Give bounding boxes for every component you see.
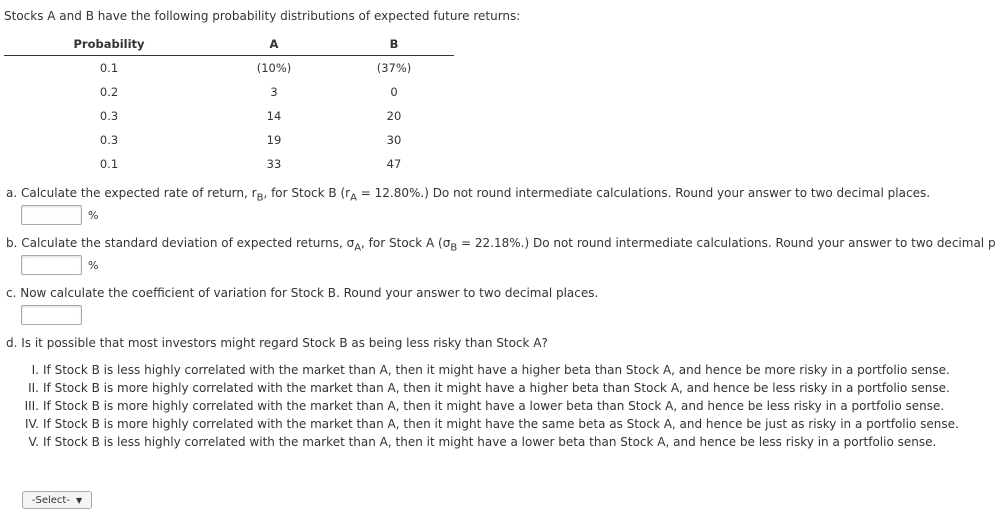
answer-d-select[interactable]: [22, 491, 92, 509]
cell-return-b: 30: [386, 133, 402, 147]
option-number: IV.: [24, 417, 39, 431]
question-b-sub2: B: [450, 242, 458, 254]
question-b-text: [6, 236, 996, 253]
answer-a-input[interactable]: [21, 205, 82, 225]
select-label: -Select-: [31, 494, 70, 506]
cell-return-a: (10%): [256, 61, 292, 75]
question-c-text: c. Now calculate the coefficient of variation for Stock B. Round your answer to two decimal places.: [6, 286, 599, 300]
question-a-post: = 12.80%.) Do not round intermediate calculations. Round your answer to two decimal places.: [356, 186, 931, 200]
option-text: If Stock B is more highly correlated with the market than A, then it might have the same beta as Stock A, and hence be just as risky in a portfolio sense.: [43, 417, 959, 431]
header-probability: Probability: [4, 33, 214, 56]
cell-return-b: 20: [386, 109, 402, 123]
option-item: [16, 397, 959, 415]
question-a-mid: , for Stock B (r: [263, 186, 351, 200]
option-number: II.: [28, 381, 39, 395]
table-row: [4, 80, 454, 104]
cell-probability: 0.3: [99, 133, 119, 147]
question-b-post: = 22.18%.) Do not round intermediate calculations. Round your answer to two decimal p: [457, 236, 996, 250]
answer-b-input[interactable]: [21, 255, 82, 275]
question-a-pre: a. Calculate the expected rate of return, r: [6, 186, 257, 200]
cell-return-b: (37%): [376, 61, 412, 75]
question-b-mid: , for Stock A (σ: [361, 236, 451, 250]
option-item: [16, 379, 959, 397]
cell-probability: 0.1: [99, 61, 119, 75]
cell-probability: 0.1: [99, 157, 119, 171]
cell-return-a: 14: [266, 109, 282, 123]
cell-probability: 0.3: [99, 109, 119, 123]
cell-return-a: 33: [266, 157, 282, 171]
table-row: [4, 128, 454, 152]
cell-return-a: 3: [270, 85, 278, 99]
answer-a-row: [21, 204, 98, 226]
header-stock-b: B: [334, 33, 454, 56]
probability-table: [4, 33, 454, 176]
table-row: [4, 56, 454, 81]
question-a-sub2: A: [350, 192, 357, 204]
question-a-sub1: B: [256, 192, 264, 204]
option-item: [16, 433, 959, 451]
question-b-pre: b. Calculate the standard deviation of expected returns, σ: [6, 236, 355, 250]
cell-probability: 0.2: [99, 85, 119, 99]
intro-text: Stocks A and B have the following probability distributions of expected future returns:: [4, 9, 521, 23]
answer-a-unit: %: [88, 208, 99, 222]
option-list: [16, 361, 959, 451]
option-item: [16, 415, 959, 433]
option-text: If Stock B is less highly correlated with the market than A, then it might have a lower beta than Stock A, and hence be less risky in a portfolio sense.: [43, 435, 937, 449]
option-text: If Stock B is less highly correlated with the market than A, then it might have a higher beta than Stock A, and hence be more risky in a portfolio sense.: [43, 363, 950, 377]
option-number: V.: [28, 435, 39, 449]
option-number: I.: [31, 363, 39, 377]
question-b-sub1: A: [354, 242, 362, 254]
header-stock-a: A: [214, 33, 334, 56]
answer-c-row: [21, 304, 82, 326]
cell-return-a: 19: [266, 133, 282, 147]
table-header-row: [4, 33, 454, 56]
cell-return-b: 0: [390, 85, 398, 99]
question-d-text: d. Is it possible that most investors might regard Stock B as being less risky than Stock A?: [6, 336, 548, 350]
answer-b-row: [21, 254, 98, 276]
option-number: III.: [24, 399, 39, 413]
option-item: [16, 361, 959, 379]
table-row: [4, 152, 454, 176]
table-row: [4, 104, 454, 128]
option-text: If Stock B is more highly correlated with the market than A, then it might have a higher beta than Stock A, and hence be less risky in a portfolio sense.: [43, 381, 950, 395]
option-text: If Stock B is more highly correlated with the market than A, then it might have a lower beta than Stock A, and hence be less risky in a portfolio sense.: [43, 399, 945, 413]
answer-b-unit: %: [88, 258, 99, 272]
chevron-down-icon: ▼: [75, 495, 83, 505]
question-a-text: [6, 186, 930, 203]
cell-return-b: 47: [386, 157, 402, 171]
answer-c-input[interactable]: [21, 305, 82, 325]
